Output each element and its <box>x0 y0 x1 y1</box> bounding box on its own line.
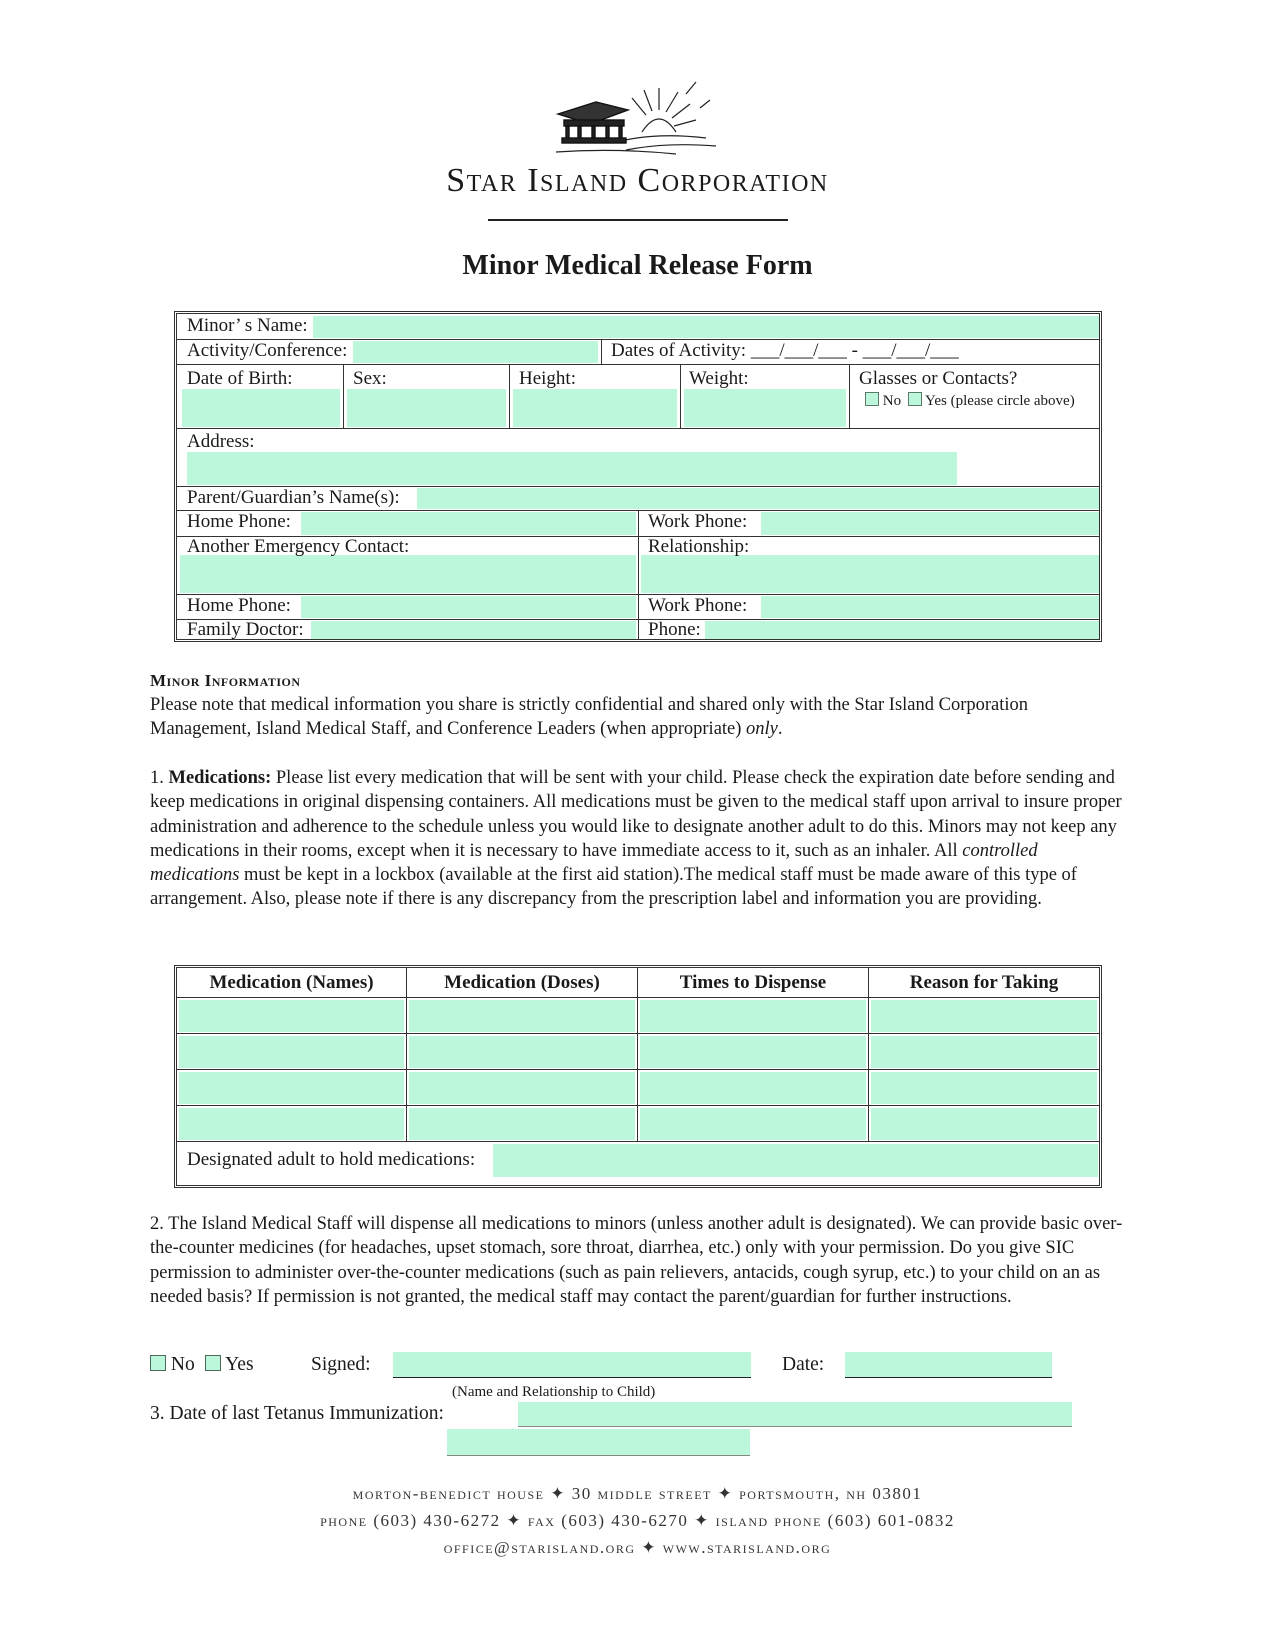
tetanus-date-extra-input[interactable] <box>447 1429 750 1456</box>
glasses-options <box>865 392 1075 410</box>
footer-line-2: phone (603) 430-6272 ✦ fax (603) 430-6270 ✦ island phone (603) 601-0832 <box>320 1511 955 1530</box>
med-cell-input[interactable] <box>871 1072 1097 1104</box>
med-cell-input[interactable] <box>179 1072 404 1104</box>
signed-label: Signed: <box>311 1354 371 1375</box>
footer-line-3: office@starisland.org ✦ www.starisland.org <box>443 1538 832 1557</box>
home-phone-2-input[interactable] <box>301 596 636 618</box>
height-input[interactable] <box>513 389 677 427</box>
height-label: Height: <box>519 368 576 389</box>
sex-input[interactable] <box>347 389 506 427</box>
tetanus-date-input[interactable] <box>518 1402 1072 1427</box>
med-cell-input[interactable] <box>179 1036 404 1068</box>
med-cell-input[interactable] <box>871 1036 1097 1068</box>
med-cell-input[interactable] <box>179 1108 404 1140</box>
relationship-label: Relationship: <box>648 536 750 557</box>
work-phone-label: Work Phone: <box>648 511 748 532</box>
signature-input[interactable] <box>393 1352 751 1378</box>
date-label: Date: <box>782 1354 825 1375</box>
medications-text-1: Please list every medication that will be sent with your child. Please check the expiration date before sending and keep medications in original dispensing containers. All medications must be given to the medical staff upon arrival to insure proper administration and adherence to the schedule unless you would like to designate another adult to do this. Minors may not keep any medications in their rooms, except when it is necessary to have immediate access to it, such as an inhaler. All <box>150 768 1122 861</box>
dob-label: Date of Birth: <box>187 368 293 389</box>
med-cell-input[interactable] <box>640 1072 866 1104</box>
med-cell-input[interactable] <box>409 1036 635 1068</box>
activity-input[interactable] <box>353 341 598 363</box>
address-label: Address: <box>187 431 255 452</box>
signature-date-input[interactable] <box>845 1352 1052 1378</box>
otc-no-checkbox[interactable] <box>150 1355 166 1371</box>
otc-no-label: No <box>170 1354 195 1375</box>
parent-name-input[interactable] <box>417 488 1099 509</box>
medications-number: 1. <box>150 768 169 788</box>
medications-text-2: must be kept in a lockbox (available at the first aid station).The medical staff must be made aware of this type of arrangement. Also, please note if there is any discrepancy from the prescription label and information you are providing. <box>150 865 1077 910</box>
form-title: Minor Medical Release Form <box>462 250 813 281</box>
confidentiality-note <box>150 693 1130 742</box>
emergency-contact-label: Another Emergency Contact: <box>187 536 410 557</box>
address-input[interactable] <box>187 452 957 485</box>
med-cell-input[interactable] <box>409 1072 635 1104</box>
med-cell-input[interactable] <box>640 1108 866 1140</box>
med-cell-input[interactable] <box>409 1108 635 1140</box>
med-cell-input[interactable] <box>179 1000 404 1032</box>
otc-yes-checkbox[interactable] <box>205 1355 221 1371</box>
med-col-reason: Reason for Taking <box>909 972 1059 993</box>
home-phone-label: Home Phone: <box>187 511 291 532</box>
med-col-names: Medication (Names) <box>209 972 374 993</box>
otc-yes-label: Yes <box>225 1354 254 1375</box>
footer-line-1: morton-benedict house ✦ 30 middle street ✦ portsmouth, nh 03801 <box>352 1484 923 1503</box>
minor-info-table <box>174 311 1102 642</box>
med-col-doses: Medication (Doses) <box>444 972 600 993</box>
minor-name-label: Minor’ s Name: <box>187 315 308 336</box>
work-phone-2-input[interactable] <box>761 596 1099 618</box>
dob-input[interactable] <box>182 389 340 427</box>
otc-permission-text: 2. The Island Medical Staff will dispense all medications to minors (unless another adult is designated). We can provide basic over-the-counter medicines (for headaches, upset stomach, sore throat, diarrhea, etc.) only with your permission. Do you give SIC permission to administer over-the-counter medications (such as pain relievers, antacids, cough syrup, etc.) to your child on an as needed basis? If permission is not granted, the medical staff may contact the parent/guardian for further instructions. <box>150 1214 1123 1307</box>
glasses-label: Glasses or Contacts? <box>859 368 1018 389</box>
medication-table <box>174 965 1102 1188</box>
medications-emphasis: controlled medications <box>150 840 1038 886</box>
signature-caption: (Name and Relationship to Child) <box>452 1384 656 1400</box>
medications-instructions <box>150 766 1130 912</box>
family-doctor-input[interactable] <box>311 621 636 639</box>
designated-adult-label: Designated adult to hold medications: <box>187 1149 476 1170</box>
home-phone-2-label: Home Phone: <box>187 595 291 616</box>
glasses-no-checkbox[interactable] <box>865 392 879 406</box>
footer-address <box>0 1480 1275 1561</box>
family-doctor-label: Family Doctor: <box>187 619 304 640</box>
parent-name-label: Parent/Guardian’s Name(s): <box>187 487 400 508</box>
minor-name-input[interactable] <box>313 316 1099 338</box>
medications-heading: Medications: <box>168 768 272 788</box>
med-cell-input[interactable] <box>871 1108 1097 1140</box>
med-cell-input[interactable] <box>871 1000 1097 1032</box>
glasses-no-label: No <box>882 393 902 409</box>
activity-label: Activity/Conference: <box>187 340 348 361</box>
relationship-input[interactable] <box>641 555 1099 593</box>
doctor-phone-input[interactable] <box>705 621 1099 639</box>
header-divider <box>488 219 788 221</box>
minor-info-heading: Minor Information <box>150 671 301 690</box>
sex-label: Sex: <box>353 368 387 389</box>
weight-input[interactable] <box>684 389 846 427</box>
med-cell-input[interactable] <box>640 1000 866 1032</box>
glasses-yes-label: Yes (please circle above) <box>925 393 1075 409</box>
weight-label: Weight: <box>689 368 749 389</box>
emergency-contact-input[interactable] <box>180 555 636 593</box>
otc-no-option <box>150 1354 195 1376</box>
glasses-yes-checkbox[interactable] <box>908 392 922 406</box>
note-emphasis: only <box>746 719 778 740</box>
designated-adult-input[interactable] <box>493 1144 1098 1177</box>
doctor-phone-label: Phone: <box>648 619 701 640</box>
tetanus-label: 3. Date of last Tetanus Immunization: <box>150 1403 444 1424</box>
med-col-times: Times to Dispense <box>679 972 827 993</box>
dates-of-activity-field[interactable]: Dates of Activity: ___/___/___ - ___/___/___ <box>611 340 959 361</box>
otc-yes-option <box>205 1354 254 1376</box>
work-phone-2-label: Work Phone: <box>648 595 748 616</box>
home-phone-input[interactable] <box>301 512 636 535</box>
note-text: Please note that medical information you share is strictly confidential and shared only with the Star Island Corporation Management, Island Medical Staff, and Conference Leaders (when appropriate) <box>150 695 1029 740</box>
work-phone-input[interactable] <box>761 512 1099 535</box>
med-cell-input[interactable] <box>409 1000 635 1032</box>
med-cell-input[interactable] <box>640 1036 866 1068</box>
star-island-logo-icon <box>556 80 722 158</box>
organization-name: Star Island Corporation <box>446 162 829 199</box>
note-end: . <box>777 719 783 740</box>
